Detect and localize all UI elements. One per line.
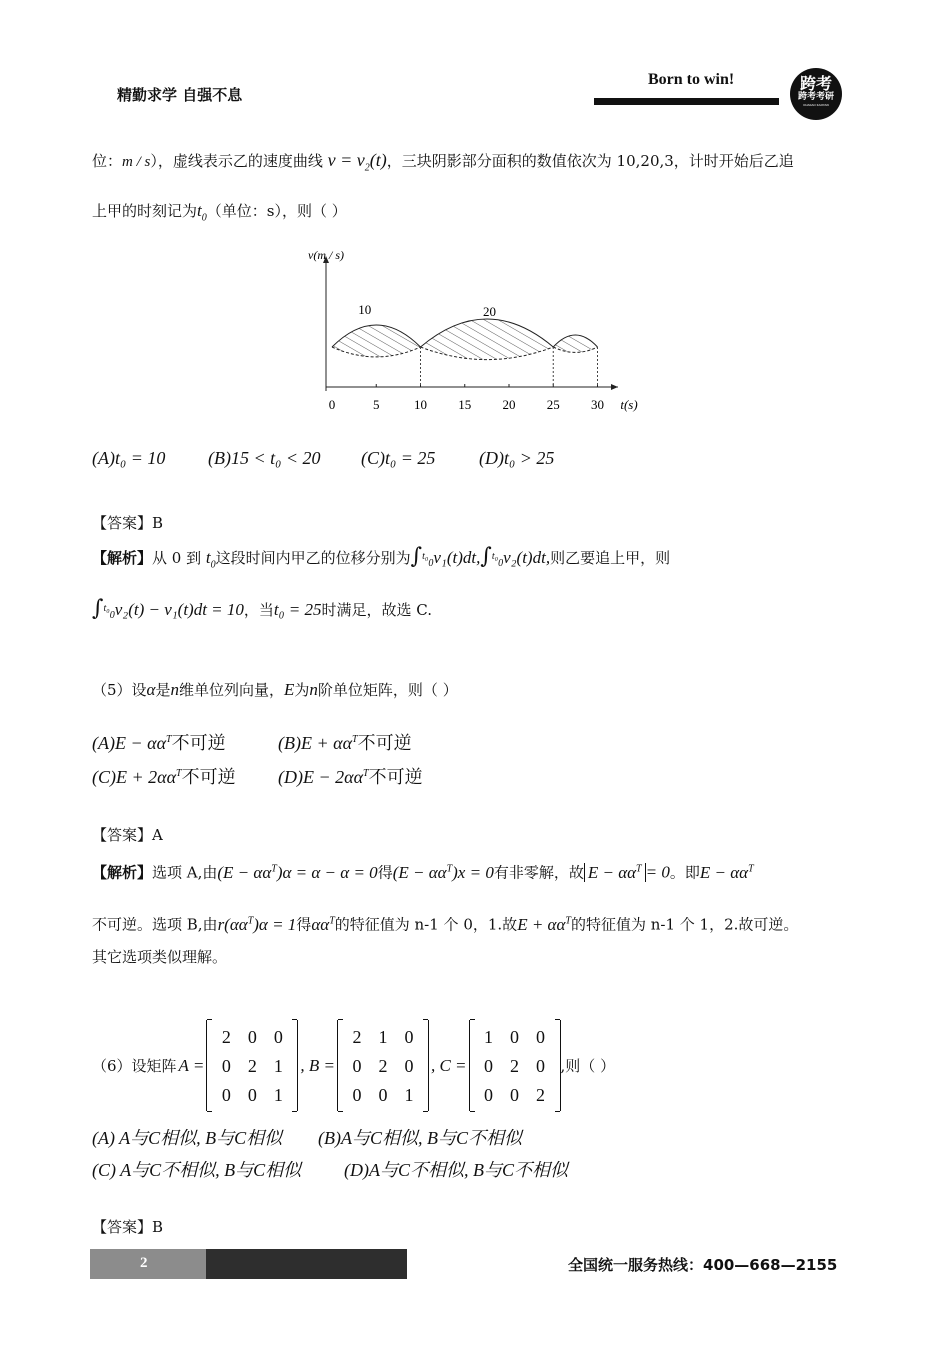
q6-option-b: (B)A与C相似, B与C不相似 — [318, 1128, 522, 1148]
q4-explanation-1: 【解析】从 0 到 $t_0$这段时间内甲乙的位移分别为∫$^{t_0}_0$v₁(t)dt,∫$^{t_0}_0$v₂(t)dt,则乙要追上甲，则 — [92, 544, 671, 571]
matrix-cell: 0 — [404, 1055, 414, 1076]
matrix-cell: 0 — [536, 1055, 546, 1076]
q5-option-d: $(D)E - 2\alpha\alpha^T$不可逆 — [278, 767, 423, 788]
q5-option-b: $(B)E + \alpha\alpha^T$不可逆 — [278, 733, 412, 754]
matrix-a — [206, 1020, 298, 1111]
matrix-cell: 1 — [404, 1084, 414, 1105]
q4-option-a: (A)t₀ = 10 — [92, 448, 166, 468]
velocity-chart — [300, 238, 640, 423]
q5-explanation-2: 不可逆。选项 B,由$r(\alpha\alpha^T)\alpha = 1$得$\alpha\alpha^T$的特征值为 n-1 个 0，1.故$E + \alpha\alpha^T$的特征值为 n-1 个 1，2.故可逆。 — [92, 914, 799, 934]
matrix-cell: 0 — [247, 1026, 257, 1047]
matrix-cell: 2 — [536, 1084, 546, 1105]
matrix-cell: 1 — [378, 1026, 388, 1047]
page-number: 2 — [140, 1255, 148, 1271]
logo-mark: 跨考 — [799, 74, 832, 93]
x-axis-arrow — [611, 384, 618, 390]
matrix-cell: 0 — [352, 1084, 362, 1105]
x-axis-label: t(s) — [620, 397, 638, 412]
kuakao-logo — [790, 68, 842, 120]
q4-option-b: (B)15 < t₀ < 20 — [208, 448, 321, 468]
footer-bar — [206, 1249, 407, 1279]
matrix-cell: 0 — [536, 1026, 546, 1047]
matrix-cell: 0 — [510, 1084, 520, 1105]
x-tick-label: 5 — [373, 397, 380, 412]
matrix-cell: 0 — [484, 1084, 494, 1105]
header-slogan: Born to win! — [648, 71, 735, 88]
header-motto: 精勤求学 自强不息 — [117, 86, 243, 104]
matrix-cell: 2 — [510, 1055, 520, 1076]
y-axis-label: v(m / s) — [308, 248, 344, 262]
matrix-cell: 0 — [378, 1084, 388, 1105]
x-tick-label: 20 — [502, 397, 516, 412]
matrix-cell: 1 — [273, 1055, 283, 1076]
x-tick-label: 25 — [546, 397, 560, 412]
footer-page-box — [90, 1249, 206, 1279]
matrix-cell: 0 — [247, 1084, 257, 1105]
q5-stem: （5）设α是n维单位列向量，E为n阶单位矩阵，则（ ） — [92, 680, 458, 699]
q5-explanation-3: 其它选项类似理解。 — [92, 948, 228, 966]
region-label: 20 — [483, 304, 497, 319]
q5-answer: 【答案】A — [92, 826, 163, 844]
q4-line1: 位：m / s），虚线表示乙的速度曲线 $v = v_2(t)$，三块阴影部分面积的数值依次为 10,20,3，计时开始后乙追 — [92, 150, 794, 174]
matrix-cell: 0 — [404, 1026, 414, 1047]
q6-option-d: (D)A与C不相似, B与C不相似 — [344, 1160, 568, 1180]
q5-explanation-1: 【解析】选项 A,由$(E - \alpha\alpha^T)\alpha = \alpha - \alpha = 0$得$(E - \alpha\alpha^T)x = 0$有非零解，故 $E - \alpha\alpha^T = 0$。即$E - \alpha\alpha^T$ — [92, 862, 754, 882]
q5-option-a: $(A)E - \alpha\alpha^T$不可逆 — [92, 733, 226, 754]
x-tick-label: 10 — [414, 397, 427, 412]
q6-stem: （6）设矩阵 A = 2 0 0 0 2 1 0 0 1 , B = 2 1 0 0 2 0 0 0 1 , C = 1 0 0 0 2 0 0 0 2 ,则（ ） — [92, 1020, 615, 1111]
matrix-cell: 2 — [221, 1026, 231, 1047]
unit: m / s — [122, 154, 151, 170]
q4-line2: 上甲的时刻记为$t_0$（单位：s），则（ ） — [92, 201, 347, 224]
q6-answer: 【答案】B — [92, 1218, 164, 1236]
hotline: 全国统一服务热线：400—668—2155 — [568, 1256, 838, 1274]
x-tick-label: 30 — [591, 397, 604, 412]
curve-formula: $v = v_2(t)$ — [327, 150, 387, 174]
q5-option-c: $(C)E + 2\alpha\alpha^T$不可逆 — [92, 767, 236, 788]
matrix-cell: 2 — [247, 1055, 257, 1076]
matrix-cell: 0 — [484, 1055, 494, 1076]
q6-option-a: (A) A与C相似, B与C相似 — [92, 1128, 283, 1148]
matrix-cell: 0 — [221, 1055, 231, 1076]
matrix-cell: 1 — [484, 1026, 494, 1047]
x-tick-label: 0 — [328, 397, 336, 412]
header-rule — [594, 98, 779, 105]
q4-explanation-2: ∫$^{t_0}_0$v₂(t) − v₁(t)dt = 10，当t₀ = 25时满足，故选 C. — [92, 596, 433, 621]
region-label: 10 — [358, 302, 372, 317]
logo-subtext: KUAKAO KAOYAN — [803, 103, 829, 107]
matrix-b — [337, 1020, 429, 1111]
q4-option-d: (D)t₀ > 25 — [479, 448, 555, 468]
matrix-cell: 0 — [510, 1026, 520, 1047]
matrix-cell: 2 — [378, 1055, 388, 1076]
matrix-cell: 1 — [273, 1084, 283, 1105]
q4-answer: 【答案】B — [92, 514, 164, 532]
matrix-cell: 0 — [221, 1084, 231, 1105]
matrix-cell: 0 — [352, 1055, 362, 1076]
logo-text: 跨考考研 — [797, 92, 834, 102]
matrix-cell: 0 — [273, 1026, 283, 1047]
x-tick-label: 15 — [458, 397, 472, 412]
matrix-cell: 2 — [352, 1026, 362, 1047]
q6-option-c: (C) A与C不相似, B与C相似 — [92, 1160, 302, 1180]
q4-option-c: (C)t₀ = 25 — [361, 448, 436, 468]
matrix-c — [469, 1020, 561, 1111]
t0-symbol: $t_0$ — [197, 201, 207, 224]
